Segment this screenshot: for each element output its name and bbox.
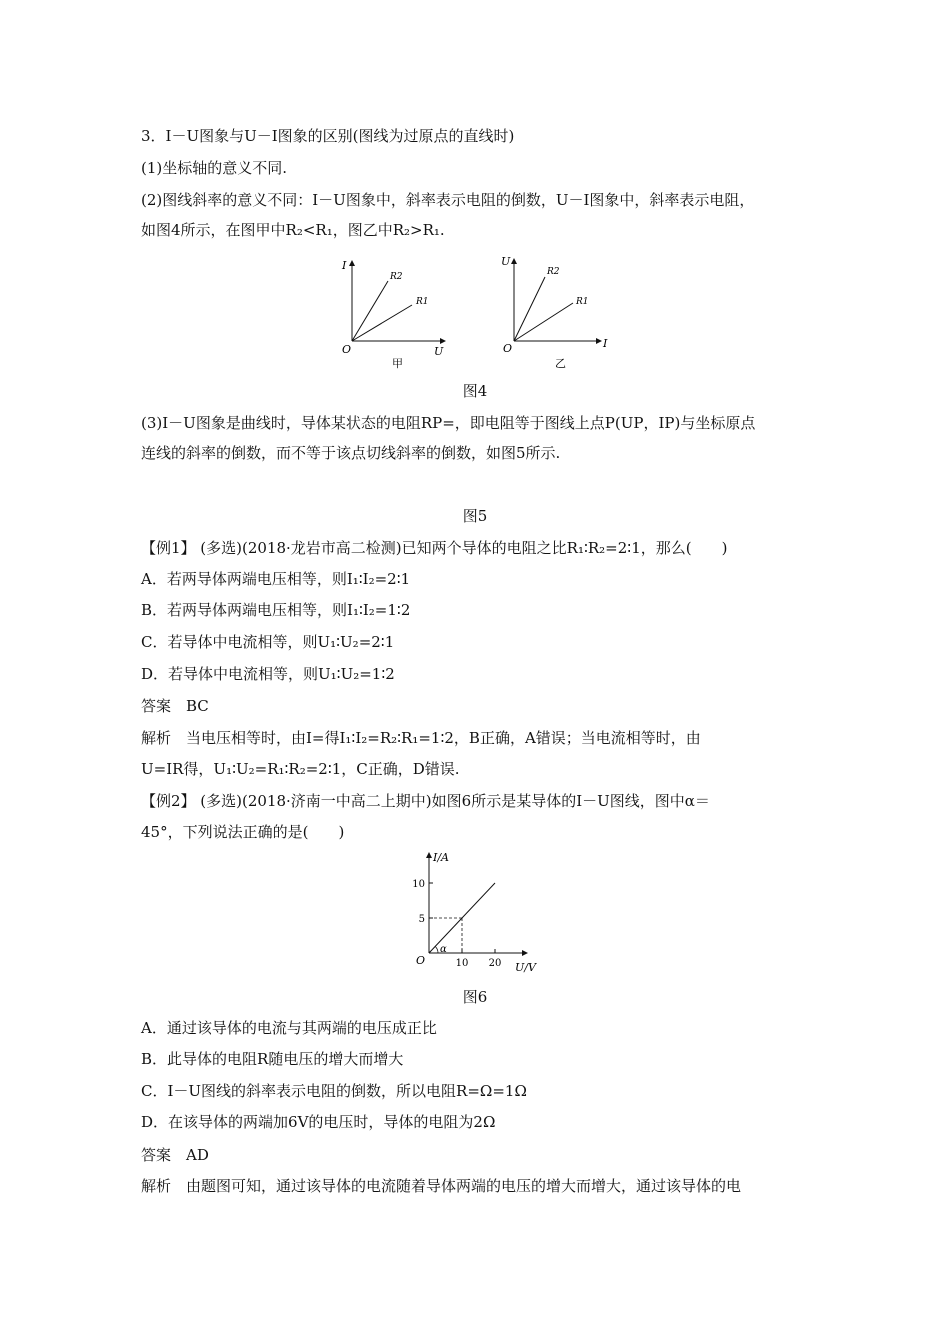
x-tick-label: 20 [488, 958, 502, 969]
example1-stem: 【例1】 (多选)(2018·龙岩市高二检测)已知两个导体的电阻之比R₁∶R₂=2∶1，那么( ) [141, 539, 728, 557]
example1-answer: 答案 BC [141, 697, 209, 715]
x-axis-label: U/V [515, 961, 536, 974]
y-tick-label: 5 [418, 914, 425, 925]
figure5-caption: 图5 [462, 507, 488, 525]
example2-option-b: B．此导体的电阻R随电压的增大而增大 [141, 1050, 404, 1068]
example1-analysis-a: 解析 当电压相等时，由I=得I₁∶I₂=R₂∶R₁=1∶2，B正确，A错误；当电流相等时，由 [141, 729, 701, 747]
example2-stem-b: 45°，下列说法正确的是( ) [141, 823, 345, 841]
paragraph-2a: (2)图线斜率的意义不同：I－U图象中，斜率表示电阻的倒数，U－I图象中，斜率表示电阻， [141, 191, 755, 209]
figure4-right [497, 251, 617, 370]
r2-label: R2 [547, 267, 560, 277]
y-axis-label: U [501, 255, 511, 268]
r1-label: R1 [416, 297, 429, 307]
x-axis-label: U [434, 345, 444, 358]
angle-label: α [440, 944, 447, 955]
line-r2 [352, 281, 388, 341]
paragraph-1: (1)坐标轴的意义不同. [141, 159, 288, 177]
paragraph-2b: 如图4所示，在图甲中R₂<R₁，图乙中R₂>R₁. [141, 221, 445, 239]
figure4-caption: 图4 [462, 382, 488, 400]
y-axis-label: I/A [433, 851, 449, 864]
example1-option-c: C．若导体中电流相等，则U₁∶U₂=2∶1 [141, 633, 395, 651]
figure-label: 甲 [392, 357, 403, 370]
x-tick-label: 10 [455, 958, 469, 969]
example1-analysis-b: U=IR得，U₁∶U₂=R₁∶R₂=2∶1，C正确，D错误. [141, 760, 460, 778]
angle-arc [435, 947, 438, 953]
origin-label: O [503, 342, 513, 355]
figure6-chart [405, 847, 545, 975]
y-axis-label: I [342, 259, 347, 272]
figure4-left [330, 255, 450, 370]
paragraph-3b: 连线的斜率的倒数，而不等于该点切线斜率的倒数，如图5所示. [141, 444, 561, 462]
example2-answer: 答案 AD [141, 1146, 209, 1164]
example1-option-a: A．若两导体两端电压相等，则I₁∶I₂=2∶1 [141, 570, 411, 588]
example1-option-b: B．若两导体两端电压相等，则I₁∶I₂=1∶2 [141, 601, 411, 619]
example2-stem-a: 【例2】 (多选)(2018·济南一中高二上期中)如图6所示是某导体的I－U图线，图中α＝ [141, 792, 710, 810]
example2-option-c: C．I－U图线的斜率表示电阻的倒数，所以电阻R=Ω=1Ω [141, 1082, 527, 1100]
r2-label: R2 [390, 272, 403, 282]
figure-label: 乙 [555, 357, 566, 370]
origin-label: O [416, 954, 426, 967]
example2-analysis: 解析 由题图可知，通过该导体的电流随着导体两端的电压的增大而增大，通过该导体的电 [141, 1177, 742, 1195]
line-r1 [352, 305, 412, 341]
origin-label: O [342, 343, 352, 356]
example1-option-d: D．若导体中电流相等，则U₁∶U₂=1∶2 [141, 665, 395, 683]
figure6-caption: 图6 [462, 988, 488, 1006]
x-axis-label: I [603, 337, 608, 350]
paragraph-3a: (3)I－U图象是曲线时，导体某状态的电阻RP=，即电阻等于图线上点P(UP，IP)与坐标原点 [141, 414, 756, 432]
example2-option-a: A．通过该导体的电流与其两端的电压成正比 [141, 1019, 437, 1037]
r1-label: R1 [576, 297, 589, 307]
y-tick-label: 10 [412, 879, 425, 890]
section-heading: 3．I－U图象与U－I图象的区别(图线为过原点的直线时) [141, 127, 515, 145]
example2-option-d: D．在该导体的两端加6V的电压时，导体的电阻为2Ω [141, 1113, 496, 1131]
